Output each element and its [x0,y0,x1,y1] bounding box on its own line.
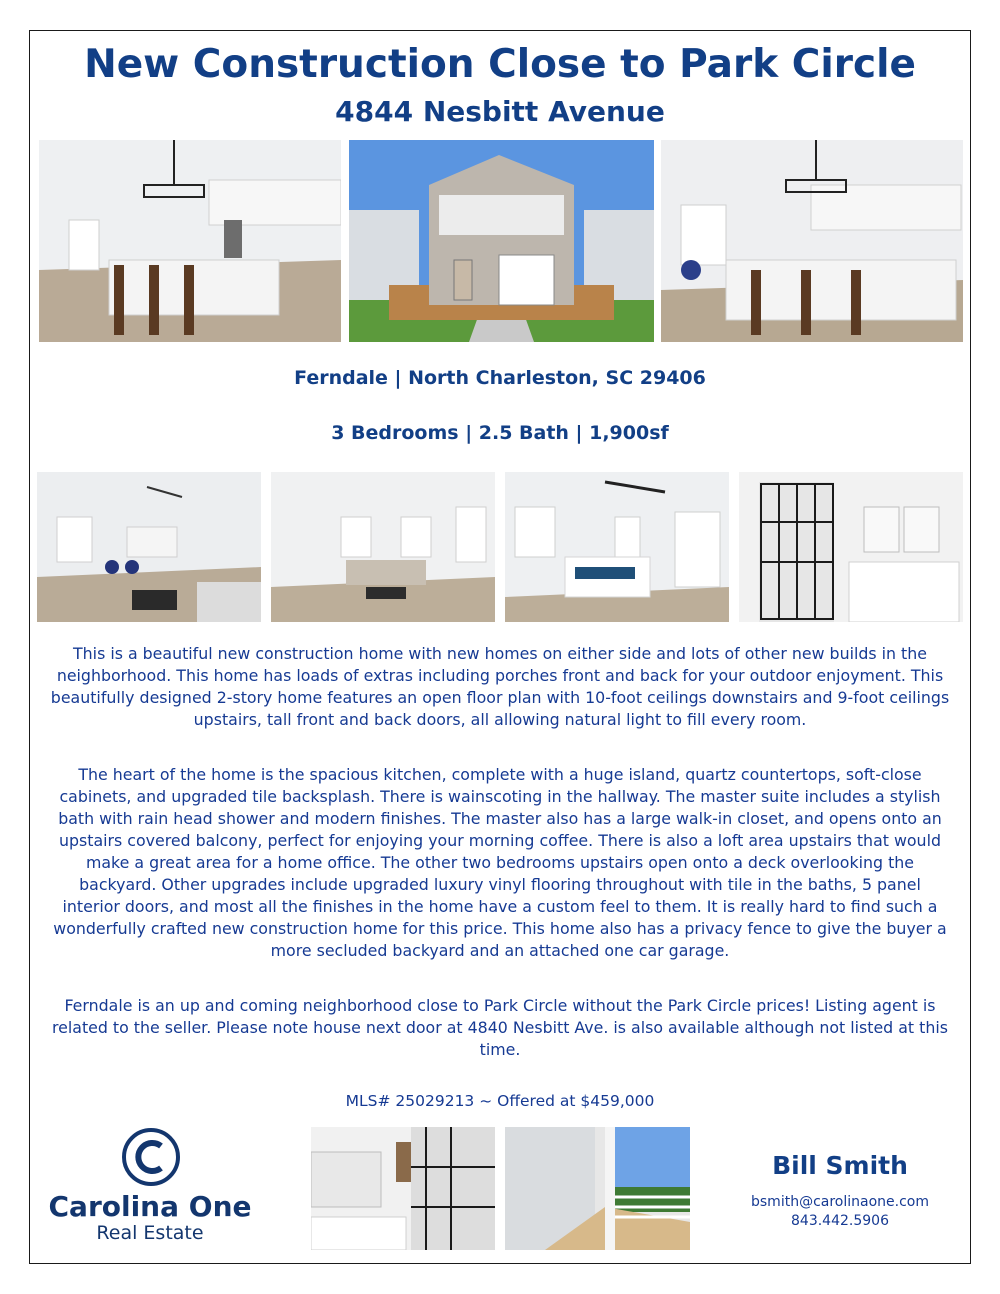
agent-email[interactable]: bsmith@carolinaone.com [751,1194,929,1210]
location-line: Ferndale | North Charleston, SC 29406 [294,367,706,389]
balcony-photo [505,1127,690,1250]
agent-name: Bill Smith [772,1151,908,1180]
brand-subtitle: Real Estate [96,1222,204,1244]
bathroom-vanity-photo [311,1127,495,1250]
house-exterior-photo [349,140,654,342]
description-paragraph-3: Ferndale is an up and coming neighborhood close to Park Circle without the Park Circle prices! Listing agent is related to the seller. Please note house next door at 4840 Nesbitt Ave. is also available although not listed at this time. [52,996,948,1059]
mls-price-line: MLS# 25029213 ~ Offered at $459,000 [345,1092,655,1110]
kitchen-photo [39,140,341,342]
living-room-photo [37,472,261,622]
property-address: 4844 Nesbitt Avenue [335,95,665,128]
specs-line: 3 Bedrooms | 2.5 Bath | 1,900sf [331,422,669,444]
description-paragraph-1: This is a beautiful new construction home with new homes on either side and lots of other new builds in the neighborhood. This home has loads of extras including porches front and back for your outdoor enjoyment. This beautifully designed 2-story home features an open floor plan with 10-foot ceilings downstairs and 9-foot ceilings upstairs, tall front and back doors, all allowing natural light to fill every room. [50,644,950,729]
kitchen-island-photo [661,140,963,342]
bathroom-shower-photo [739,472,963,622]
copyright-circle-logo [121,1127,181,1187]
page-title: New Construction Close to Park Circle [84,42,916,87]
bedroom-photo [505,472,729,622]
description-paragraph-2: The heart of the home is the spacious kitchen, complete with a huge island, quartz countertops, soft-close cabinets, and upgraded tile backsplash. There is wainscoting in the hallway. The master suite includes a stylish bath with rain head shower and modern finishes. The master also has a large walk-in closet, and opens onto an upstairs covered balcony, perfect for enjoying your morning coffee. There is also a loft area upstairs that would make a great area for a home office. The other two bedrooms upstairs open onto a deck overlooking the backyard. Other upgrades include upgraded luxury vinyl flooring throughout with tile in the baths, 5 panel interior doors, and most all the finishes in the home have a custom feel to them. It is really hard to find such a wonderfully crafted new construction home for this price. This home also has a privacy fence to give the buyer a more secluded backyard and an attached one car garage. [53,765,947,960]
brand-name: Carolina One [48,1190,252,1223]
agent-phone[interactable]: 843.442.5906 [791,1213,889,1229]
family-room-photo [271,472,495,622]
